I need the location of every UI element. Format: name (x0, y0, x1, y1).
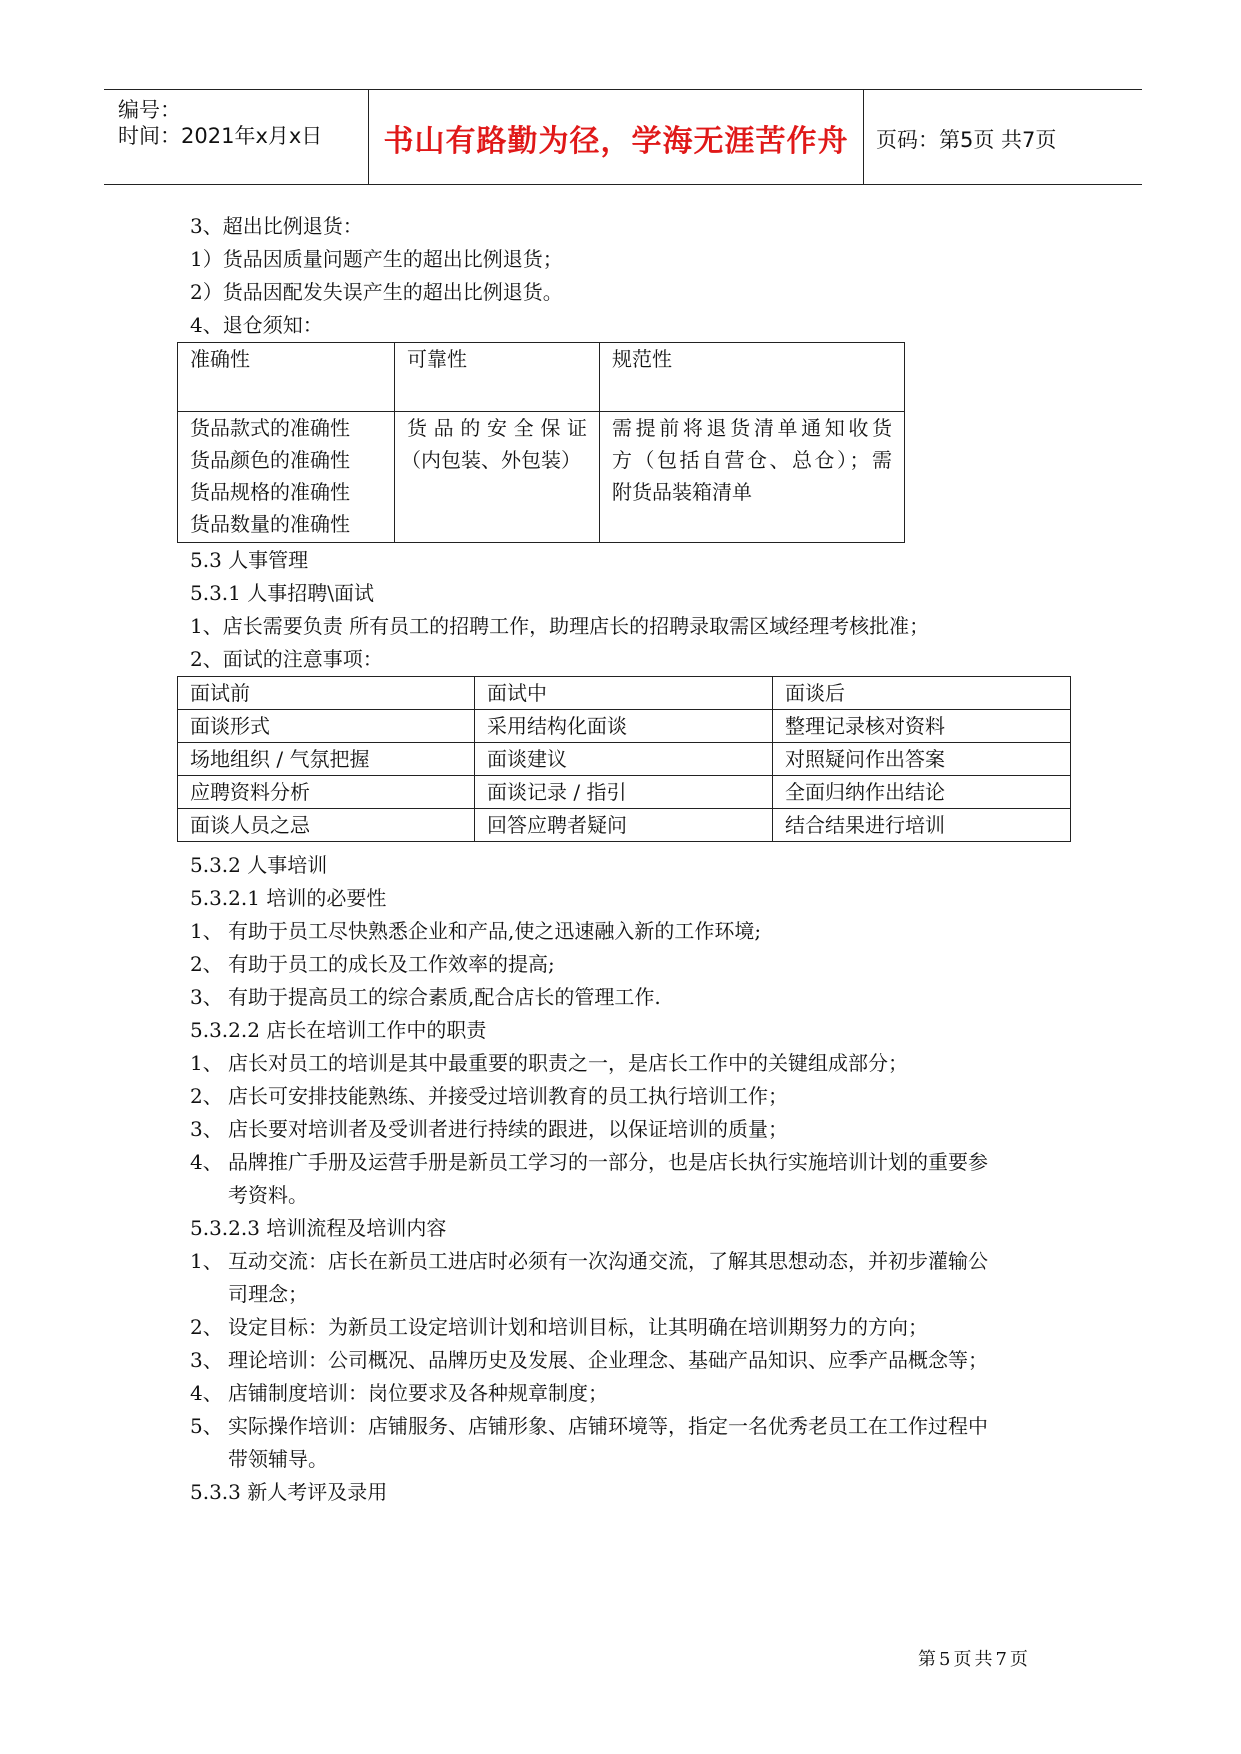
table-cell: 采用结构化面谈 (475, 710, 773, 743)
list-item: 互动交流：店长在新员工进店时必须有一次沟通交流，了解其思想动态，并初步灌输公 (228, 1249, 988, 1273)
cell-line: 需提前将退货清单通知收货 (612, 416, 892, 440)
interview-table (177, 676, 1071, 842)
list-item: 理论培训：公司概况、品牌历史及发展、企业理念、基础产品知识、应季产品概念等； (228, 1348, 988, 1372)
section-title-duties: 5.3.2.2 店长在培训工作中的职责 (190, 1018, 487, 1042)
list-item-continuation: 司理念； (228, 1282, 308, 1306)
list-item-continuation: 带领辅导。 (228, 1447, 328, 1471)
return-notice-table (177, 342, 905, 543)
page-header (104, 89, 1142, 185)
list-number: 3、 (190, 1348, 223, 1372)
document-number-label: 编号： (118, 98, 181, 122)
document-time-label: 时间：2021年x月x日 (118, 124, 323, 148)
list-number: 4、 (190, 1150, 223, 1174)
section-title-evaluation: 5.3.3 新人考评及录用 (190, 1480, 388, 1504)
paragraph: 2、面试的注意事项： (190, 647, 383, 671)
cell-line: 货品颜色的准确性 (190, 448, 350, 472)
list-item-continuation: 考资料。 (228, 1183, 308, 1207)
table-cell: 对照疑问作出答案 (773, 743, 1071, 776)
header-motto-cell (369, 90, 864, 184)
table-header-cell: 可靠性 (395, 343, 600, 412)
table-row (178, 710, 1071, 743)
list-item: 设定目标：为新员工设定培训计划和培训目标，让其明确在培训期努力的方向； (228, 1315, 928, 1339)
table-cell: 场地组织 / 气氛把握 (178, 743, 475, 776)
list-item: 店长对员工的培训是其中最重要的职责之一，是店长工作中的关键组成部分； (228, 1051, 908, 1075)
list-number: 4、 (190, 1381, 223, 1405)
cell-line: （内包装、外包装） (401, 448, 581, 472)
cell-line: 货品的安全保证 (407, 416, 587, 440)
table-cell: 面谈人员之忌 (178, 809, 475, 842)
list-item: 2）货品因配发失误产生的超出比例退货。 (190, 280, 563, 304)
table-header-cell: 面试中 (475, 677, 773, 710)
footer-page-number: 第5页共7页 (918, 1649, 1031, 1670)
list-number: 1、 (190, 1051, 223, 1075)
list-item: 1）货品因质量问题产生的超出比例退货； (190, 247, 563, 271)
table-cell: 回答应聘者疑问 (475, 809, 773, 842)
section-title-training: 5.3.2 人事培训 (190, 853, 328, 877)
list-number: 2、 (190, 1315, 223, 1339)
table-header-cell: 面谈后 (773, 677, 1071, 710)
list-item: 店长可安排技能熟练、并接受过培训教育的员工执行培训工作； (228, 1084, 788, 1108)
list-number: 1、 (190, 1249, 223, 1273)
section-title-recruit: 5.3.1 人事招聘\面试 (190, 581, 374, 605)
table-row (178, 776, 1071, 809)
table-cell: 面谈记录 / 指引 (475, 776, 773, 809)
table-cell: 面谈形式 (178, 710, 475, 743)
list-number: 3、 (190, 1117, 223, 1141)
section-title-hr: 5.3 人事管理 (190, 548, 309, 572)
cell-line: 附货品装箱清单 (612, 480, 752, 504)
table-cell: 面谈建议 (475, 743, 773, 776)
cell-line: 货品规格的准确性 (190, 480, 350, 504)
cell-line: 货品款式的准确性 (190, 416, 350, 440)
table-header-cell: 面试前 (178, 677, 475, 710)
list-item: 有助于提高员工的综合素质,配合店长的管理工作. (228, 985, 661, 1009)
list-item: 有助于员工的成长及工作效率的提高; (228, 952, 555, 976)
list-item: 有助于员工尽快熟悉企业和产品,使之迅速融入新的工作环境; (228, 919, 762, 943)
paragraph: 1、店长需要负责 所有员工的招聘工作，助理店长的招聘录取需区域经理考核批准； (190, 614, 930, 638)
section-title-necessity: 5.3.2.1 培训的必要性 (190, 886, 387, 910)
cell-line: 货品数量的准确性 (190, 512, 350, 536)
cell-line: 方（包括自营仓、总仓）；需 (612, 448, 892, 472)
table-cell-reliability (395, 412, 600, 543)
table-row (178, 412, 905, 543)
list-item: 实际操作培训：店铺服务、店铺形象、店铺环境等，指定一名优秀老员工在工作过程中 (228, 1414, 988, 1438)
list-item: 品牌推广手册及运营手册是新员工学习的一部分，也是店长执行实施培训计划的重要参 (228, 1150, 988, 1174)
table-cell-norms (600, 412, 905, 543)
list-item: 店长要对培训者及受训者进行持续的跟进，以保证培训的质量； (228, 1117, 788, 1141)
table-cell: 整理记录核对资料 (773, 710, 1071, 743)
table-cell: 结合结果进行培训 (773, 809, 1071, 842)
section-title-process: 5.3.2.3 培训流程及培训内容 (190, 1216, 447, 1240)
table-cell: 应聘资料分析 (178, 776, 475, 809)
list-item: 店铺制度培训：岗位要求及各种规章制度； (228, 1381, 608, 1405)
header-motto: 书山有路勤为径，学海无涯苦作舟 (383, 124, 849, 159)
table-row (178, 743, 1071, 776)
header-page-number: 页码：第5页 共7页 (876, 128, 1057, 152)
list-number: 2、 (190, 952, 223, 976)
table-cell-accuracy (178, 412, 395, 543)
table-header-cell: 规范性 (600, 343, 905, 412)
table-row (178, 809, 1071, 842)
section-title-excess-return: 3、超出比例退货： (190, 214, 363, 238)
list-number: 2、 (190, 1084, 223, 1108)
section-title-return-notice: 4、退仓须知： (190, 313, 323, 337)
list-number: 1、 (190, 919, 223, 943)
list-number: 3、 (190, 985, 223, 1009)
table-cell: 全面归纳作出结论 (773, 776, 1071, 809)
list-number: 5、 (190, 1414, 223, 1438)
table-header-cell: 准确性 (178, 343, 395, 412)
table-header-row (178, 343, 905, 412)
header-page-cell (864, 90, 1142, 184)
header-meta-cell (104, 90, 369, 184)
table-header-row (178, 677, 1071, 710)
